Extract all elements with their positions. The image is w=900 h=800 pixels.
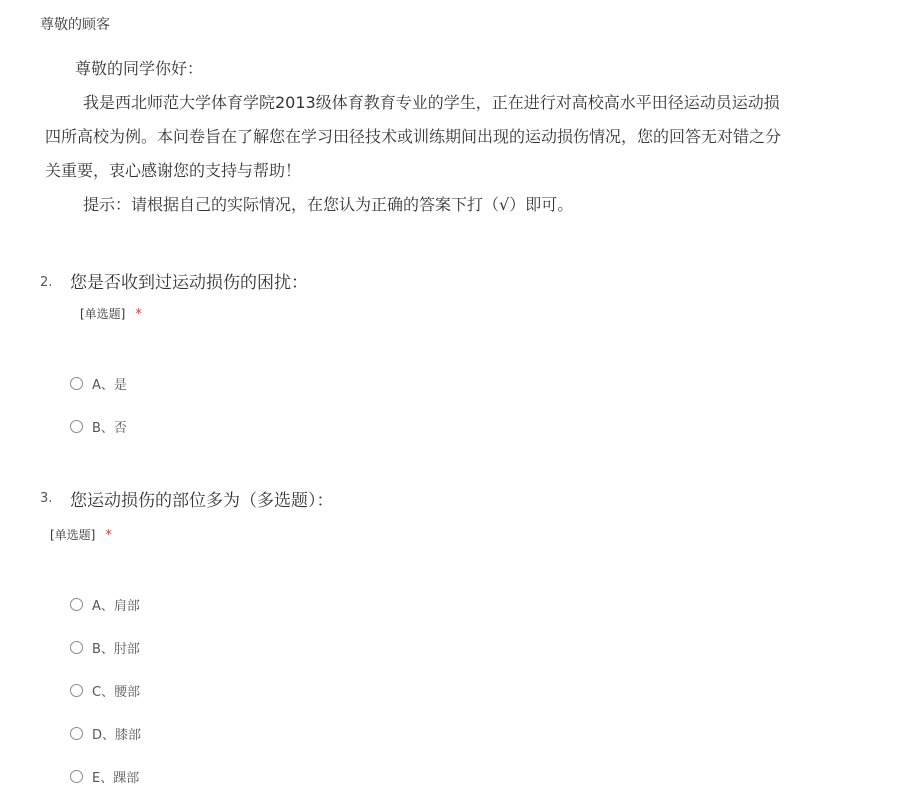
required-marker: * xyxy=(105,528,112,543)
intro-paragraph-line-1: 我是西北师范大学体育学院2013级体育教育专业的学生，正在进行对高校高水平田径运动员运动损 xyxy=(83,93,780,112)
question-number: 2. xyxy=(40,275,53,290)
option-label: C、腰部 xyxy=(92,684,141,700)
question-type-label xyxy=(50,526,112,543)
intro-paragraph-line-3: 关重要，衷心感谢您的支持与帮助！ xyxy=(45,161,302,180)
radio-button[interactable] xyxy=(70,770,83,783)
option-b[interactable] xyxy=(70,637,140,657)
question-title: 您运动损伤的部位多为（多选题）： xyxy=(70,491,334,511)
option-c[interactable] xyxy=(70,680,140,700)
option-label: B、否 xyxy=(92,420,127,436)
option-e[interactable] xyxy=(70,766,139,786)
question-type-label xyxy=(80,305,142,322)
question-number: 3. xyxy=(40,491,53,506)
question-type: [单选题] xyxy=(80,307,126,321)
radio-button[interactable] xyxy=(70,598,83,611)
required-marker: * xyxy=(135,307,142,322)
radio-button[interactable] xyxy=(70,377,83,390)
radio-button[interactable] xyxy=(70,641,83,654)
radio-button[interactable] xyxy=(70,420,83,433)
option-label: D、膝部 xyxy=(92,727,142,743)
option-d[interactable] xyxy=(70,723,141,743)
option-label: E、踝部 xyxy=(92,770,140,786)
intro-paragraph-line-2: 四所高校为例。本问卷旨在了解您在学习田径技术或训练期间出现的运动损伤情况，您的回答无对错之分 xyxy=(45,127,782,146)
page-greeting: 尊敬的顾客 xyxy=(40,17,110,33)
option-b[interactable] xyxy=(70,416,127,436)
option-label: B、肘部 xyxy=(92,641,140,657)
option-a[interactable] xyxy=(70,373,127,393)
survey-intro xyxy=(45,52,900,222)
radio-button[interactable] xyxy=(70,684,83,697)
option-label: A、是 xyxy=(92,377,127,393)
option-a[interactable] xyxy=(70,594,140,614)
radio-button[interactable] xyxy=(70,727,83,740)
question-type: [单选题] xyxy=(50,528,96,542)
intro-hint: 提示：请根据自己的实际情况，在您认为正确的答案下打（√）即可。 xyxy=(83,195,574,214)
question-title: 您是否收到过运动损伤的困扰： xyxy=(70,273,308,293)
intro-salutation: 尊敬的同学你好： xyxy=(75,59,204,78)
option-label: A、肩部 xyxy=(92,598,140,614)
